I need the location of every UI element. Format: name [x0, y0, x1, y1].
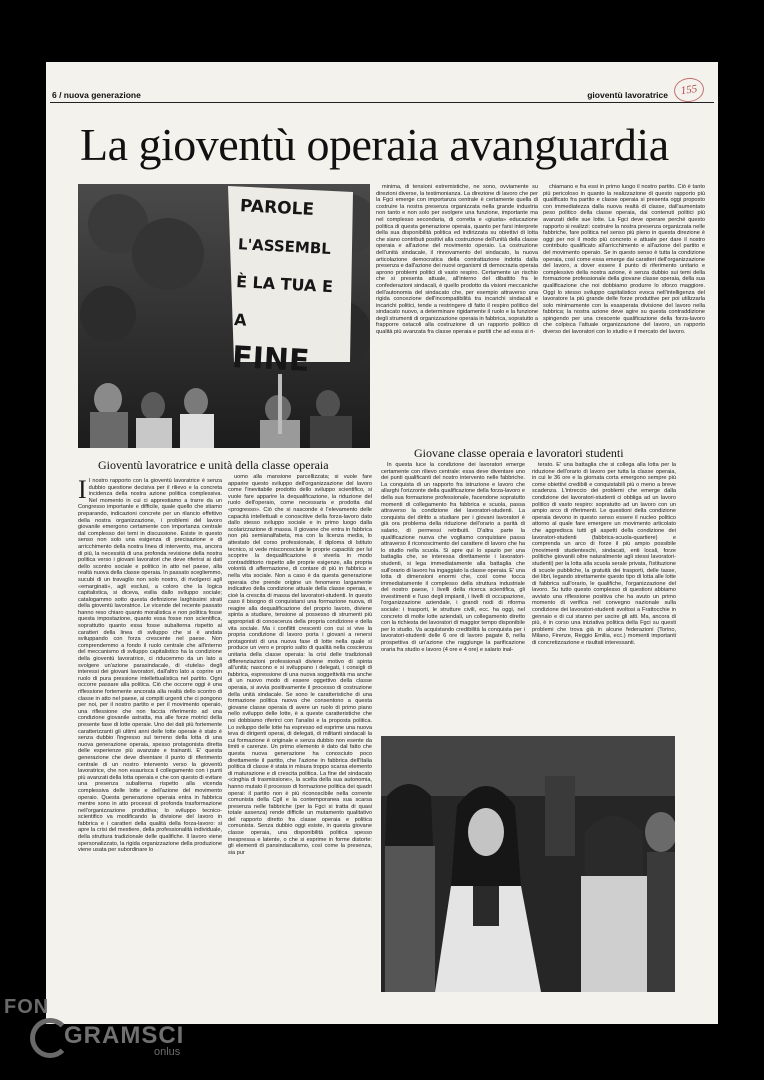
article-column-bottom-1	[78, 478, 222, 998]
watermark-onlus: onlus	[154, 1046, 181, 1058]
header-rule	[50, 102, 714, 103]
drop-cap: I	[78, 478, 87, 504]
column-text: I nostro rapporto con la gioventù lavoratrice è senza dubbio questione decisiva per il rilievo e la concreta incidenza della nostra azione politica complessiva. Nel momento in cui ci apprestiamo a trarre da un Congresso importante e difficile, quale quello che stiamo preparando, indicazioni concrete per un rilancio effettivo della nostra organizzazione, i problemi del lavoro giovanile emergono certamente con importanza centrale dal complesso dei temi in discussione. Esiste in questo senso non solo una esigenza di precisazione e di arricchimento della nostra linea di intervento, ma, ancora di più, la necessità di una profonda revisione della nostra politica verso i giovani lavoratori che deve riferirsi ai dati dello scontro sociale e politico in atto nel paese, alla realtà nuova della classe operaia. In passato scegliemmo, sucubi di un travaglio non solo nostro, di rivolgerci agli «emarginati», agli esclusi, a coloro che la logica capitalistica, si diceva, esilia dallo sviluppo sociale; catalogammo sotto questa definizione larghissimi strati della gioventù lavoratrice. Le vicende del recente passato hanno reso chiaro quanto moralistica e non politica fosse questa impostazione, quanto essa fosse non scientifica, soprattutto quanto essa fosse subalterna rispetto ai caratteri della linea di sviluppo che si è andata sviluppando con forza crescente nel paese. Non comprendemmo a fondo il ruolo centrale che all'interno del meccanismo di sviluppo capitalistico ha la condizione della gioventù lavoratrice, ci riducemmo da un lato a svolgere un'azione parasindacale, di «tutela» degli interessi dei giovani lavoratori, dall'altro lato a coprire un ruolo di pura pressione intellettualistica nel partito. Ogni occorre passare alla politica. Ciò che occorre oggi è una riflessione fortemente ancorata alla realtà dello scontro di classe in atto nel paese, ai compiti urgenti che ci pongono per noi, per il nostro partito e per il movimento operaio, una riflessione che non faccia riferimento ad una condizione giovanile astratta, ma alle forze motrici della presente fase di lotte operaie. Uno dei dati più fortemente caratterizzanti gli ultimi anni delle lotte operaie è stato è senza dubbio l'ingresso sul terreno della lotta di una nuova generazione operaia, spesso protagonista diretta delle esperienze più avanzate e trainanti. E' questa generazione che deve diventare il punto di riferimento centrale di un nostro intervento verso la gioventù lavoratrice, che non esaurisca il collegamento con i punti più avanzati della lotta operaia e che con questo di evitare una presenza subalterna rispetto alla vicenda complessiva delle lotte e dell'azione del movimento operaio. Questa generazione operaia entra in fabbrica mentre sono in atto processi di profonda trasformazione nell'organizzazione produttiva; lo sviluppo tecnico-scientifico va modificando la divisione del lavoro in fabbrica e i caratteri della qualità della forza-lavoro: si apre la crisi del mestiere, della professionalità individuale, della struttura tradizionale delle qualifiche. Il lavoro viene spersonalizzato, la rigida organizzazione della produzione viene usata per subordinare lo	[78, 478, 222, 854]
article-column-top-4	[543, 184, 705, 430]
photo-protest-sign	[78, 184, 370, 448]
headline: La gioventù operaia avanguardia	[80, 119, 669, 170]
sign-line-2: L'ASSEMBL	[237, 235, 332, 258]
page-header-right: gioventù lavoratrice	[587, 90, 668, 100]
sign-line-3: È LA TUA E A	[233, 272, 334, 330]
watermark-g-icon	[30, 1018, 70, 1058]
column-text: terato. E' una battaglia che si collega alla lotta per la riduzione dell'orario di lavoro per tutta la classe operaia, in cui le 36 ore e la giornata corta emergono sempre più come obiettivi credibili e conquistabili più o meno a breve scadenza. L'intreccio dei problemi che emerge dalla condizione dei lavoratori-studenti ci obbliga ad un lavoro politico di vasto respiro: sopratutto ad un lavoro con un ampio arco di riferimenti. Le questioni della condizione operaia devono in questo senso essere il nucleo politico attorno al quale fare emergere un movimento articolato che aggredisca tutti gli aspetti della condizione dei lavoratori-studenti (fabbrica-scuola-quartiere) e comprenda un arco di forze il più ampio possibile (movimenti studenteschi, sindacati, enti locali, forze politiche giovanili oltre naturalmente agli stessi lavoratori-studenti) per la lotta alla scuola serale privata, l'istituzione di scuole pubbliche, la gratuità dei trasporti, delle tasse, dei libri, legando strettamente questo tipo di lotta alle lotte di fabbrica sull'orario, le qualifiche, l'organizzazione del lavoro. Su tutto questo complesso di questioni abbiamo avviato una riflessione positiva che ha avuto un primo momento di verifica nel convegno nazionale sulla condizione dei lavoratori-studenti svoltosi a Frattocchie in gennaio e di cui stanno per uscire gli atti. Ma, ancora di più, è in corso una iniziativa politica della Fgci su questi problemi che trova già in alcune federazioni (Torino, Milano, Firenze, Reggio Emilia, ecc.) momenti importanti di concretizzazione e risultati interessanti.	[532, 462, 676, 647]
column-text: chiamano e fra essi in primo luogo il nostro partito. Ciò è tanto più pericoloso in quanto la realizzazione di questo rapporto più qualificato fra partito e classe operaia si presenta oggi proposto con immediatezza dalla nuova realtà di classe, dall'aumentato peso politico della classe operaia, dai contenuti politici più avanzati delle sue lotte. La Fgci deve operare perché questo rapporto si realizzi: costruire la nostra presenza organizzata nelle fabbriche, fare politica nel senso più pieno in questa direzione è oggi per noi il modo più concreto e attuale per dare il nostro contributo qualificato all'arricchimento e all'azione del partito e del movimento operaio. Se in questo senso è tutta la condizione operaia, così come essa emerge dai caratteri dell'organizzazione del lavoro, a dover essere il punto di riferimento unitario e complessivo della nostra azione, è senza dubbio sui temi della formazione professionale della giovane classe operaia, della sua qualificazione che noi dobbiamo produrre lo sforzo maggiore. Oggi lo stesso sviluppo capitalistico evoca nell'intelligenza del lavoratore la più grande delle forze produttive per poi utilizzarla solo minimamente con la esasperata divisione del lavoro nella fabbrica; la nostra azione deve agire su questa contraddizione spingendo per una crescente qualificazione della forza-lavoro che colpisca l'attuale organizzazione del lavoro, un rapporto diverso dei lavoratori con lo studio e il mercato del lavoro.	[543, 184, 705, 336]
watermark-fon: FON	[4, 996, 50, 1018]
page-header-left: 6 / nuova generazione	[52, 90, 141, 100]
sign-line-4: FINE	[231, 339, 311, 379]
article-column-bottom-2	[228, 474, 372, 1000]
article-column-bottom-4	[532, 462, 676, 730]
column-text: minima, di tensioni estremistiche, ne sono, ovviamente su direzioni diverse, la testimonianza. La direzione di lavoro che per la Fgci emerge con importanza centrale è certamente quella di costruire la nostra presenza organizzata nella grande industria non tanto e non solo per svolgere una funzione, importante ma nel complesso secondaria, di corretta e «giusta» educazione politica di questa generazione operaia, quanto per farsi interprete della sua disponibilità politica ed indirizzata su obiettivi di lotta che siano contributi positivi alla costruzione dell'unità della classe operaia e all'azione del movimento operaio. La costruzione dell'unità sindacale, il rinnovamento del sindacato, la nuova articolazione democratica della contrattazione indotta dalla presenza e dall'azione dei nuovi organismi di democrazia operaia aprono problemi politici di vasto respiro. Certamente un rischio che si presenta attuale, all'interno del dibattito fra le confederazioni sindacali, è quello prodotto da visioni meccaniche dell'autonomia del sindacato che, per esempio attraverso una rigida concezione dell'incompatibilità tra incarichi sindacali e incarichi politici, tende a restringere di fatto il respiro politico del sindacato nuovo, a determinare rigidamente il ruolo e la funzione degli strumenti di organizzazione operaia in fabbrica, sopratutto a frapporre ostacoli alla costruzione di un rapporto politico di qualità più avanzata fra classe operaia e partiti che ad essa si ri-	[376, 184, 538, 336]
newspaper-page	[46, 62, 718, 1024]
archive-stamp: 155	[672, 76, 705, 104]
sign-line-1: PAROLE	[239, 196, 315, 221]
protest-sign-text	[231, 187, 353, 383]
article-column-bottom-3	[381, 462, 525, 730]
photo-young-women	[381, 736, 675, 992]
column-text: In questa luce la condizione dei lavoratori emerge certamente con rilievo centrale: essa deve diventare uno dei punti qualificanti del nostro intervento nelle fabbriche. La conquista di un rapporto fra istruzione e lavoro che allarghi l'orizzonte della qualificazione della forza-lavoro e della sua formazione professionale, facendone sopratutto momenti di collegamento fra fabbrica e scuola, passa attraverso la condizione dei lavoratori-studenti. La conquista del diritto a studiare per i giovani lavoratori è già ora problema della riduzione dell'orario a parità di salario, di permessi retribuiti. D'altra parte la qualificazione nuova che vogliamo conquistare passa attraverso il riconoscimento del carattere di lavoro che ha lo studio nella scuola. Si apre qui lo spazio per una battaglia che, se interessa direttamente i lavoratori-studenti, si lega immediatamente alla battaglia che sull'orario di lavoro ha ingaggiato la classe operaia. E' una lotta di dimensioni enormi che, così come tocca immediatamente il complesso della struttura industriale del nostro paese, i livelli della ricerca scientifica, gli investimenti e l'uso degli impianti, i livelli di occupazione, l'organizzazione aziendale, i grandi nodi di riforma sociale: i trasporti, le strutture civili, ecc. ha oggi, nel concreto di molte lotte aziendali, un collegamento diretto con la richiesta dei lavoratori di maggior tempo disponibile per lo studio. Va acquistando credibilità la conquista per i lavoratori-studenti delle 6 ore di lavoro pagate 8, nella prospettiva di un'azione che raggiunge la parificazione oraria fra studio e lavoro (4 ore e 4 ore) e salario inal-	[381, 462, 525, 653]
column-text: uomo alla mansione parcellizzata; si vuole fare apparire questo sviluppo dell'organizzazione del lavoro come l'inevitabile prodotto dello sviluppo scientifico, si vuole fare apparire la dequalificazione, la riduzione del ruolo dell'operaio, come necessaria e prodotta dal «progresso». Ciò che si nasconde è l'elevamento delle capacità intellettuali e conoscitive della forza-lavoro dato dallo stesso sviluppo sociale e in primo luogo dalla scolarizzazione di massa. Il giovane che entra in fabbrica non più semianalfabeta, ma con la licenza media, lo attestato del corso professionale, il diploma di Istituto tecnico, si vede misconosciute le proprie capacità: per lui scoprire la dequalificazione è viverla in modo contraddittorio rispetto alle proprie esigenze, alla propria volontà di affermazione, di contare di più in fabbrica e nella vita sociale. Non a caso è da questa generazione operaia che prende origine un fenomeno largamente indicativo della condizione attuale della classe operaia, e cioè la crescita di massa del lavoratori-studenti. In questo caso il bisogno di conquistarsi una formazione nuova, di reagire alla dequalificazione del proprio lavoro, diviene spinta a studiare, tensione al possesso di strumenti più appropriati di conoscenza della propria condizione e della vita sociale. Ma i conflitti crescenti con cui si vive la propria condizione di lavoro porta i giovani a renersi protagonisti di una nuova fase di lotte nella quale si produce un vero e proprio salto di qualità nella coscienza unitaria della classe operaia: la crisi delle tradizionali differenziazioni professionali diviene motivo di spinta all'unità; nascono e si sviluppano i delegati, i consigli di fabbrica, espressione di una nuova soggettività ma anche di un nuovo modo di essere oggettivo della classe operaia, si avvia positivamente il processo di costruzione della unità sindacale. Se sono le caratteristiche di una formazione politica nuova che consentono a questa giovane classe operaia di avere un ruolo di primo piano nello sviluppo delle lotte, è a queste caratteristiche che noi dobbiamo riferirci con l'analisi e la proposta politica. Lo sviluppo delle lotte ha espresso ed esprime una nuova leva di dirigenti operai, di delegati, di militanti sindacali la cui formazione è originale e senza dubbio non esente da limiti e carenze. Un primo elemento è dato dal fatto che questa nuova generazione ha conosciuto poco direttamente il partito, che l'azione in fabbrica dell'Italia politica di classe è stata in misura troppo scarsa elemento di maturazione e di crescita politica. La fine del sindacato «cinghia di trasmissione», la scelta della sua autonomia, hanno mutato il processo di formazione politica dei quadri operai: il partito non è più riconoscibile nella corrente comunista della Cgil e la contemporanea sua scarsa presenza nelle fabbriche (per la Fgci si tratta di quasi totale assenza) rende difficile un mutamento qualitativo del rapporto diretto fra classe operaia e politica comunista. Senza dubbio oggi esiste, in questa giovane classe operaia, una disponibilità politica spesso inespressa e latente, o che si esprime in forme distorte: gli elementi di pansindacalismo, così come la presenza, sia pur	[228, 474, 372, 856]
subhead-left: Gioventù lavoratrice e unità della classe operaia	[98, 458, 329, 472]
article-column-top-3	[376, 184, 538, 430]
subhead-right: Giovane classe operaia e lavoratori studenti	[414, 446, 624, 460]
watermark-logo-gramsci: GRAMSCI	[64, 1022, 185, 1049]
